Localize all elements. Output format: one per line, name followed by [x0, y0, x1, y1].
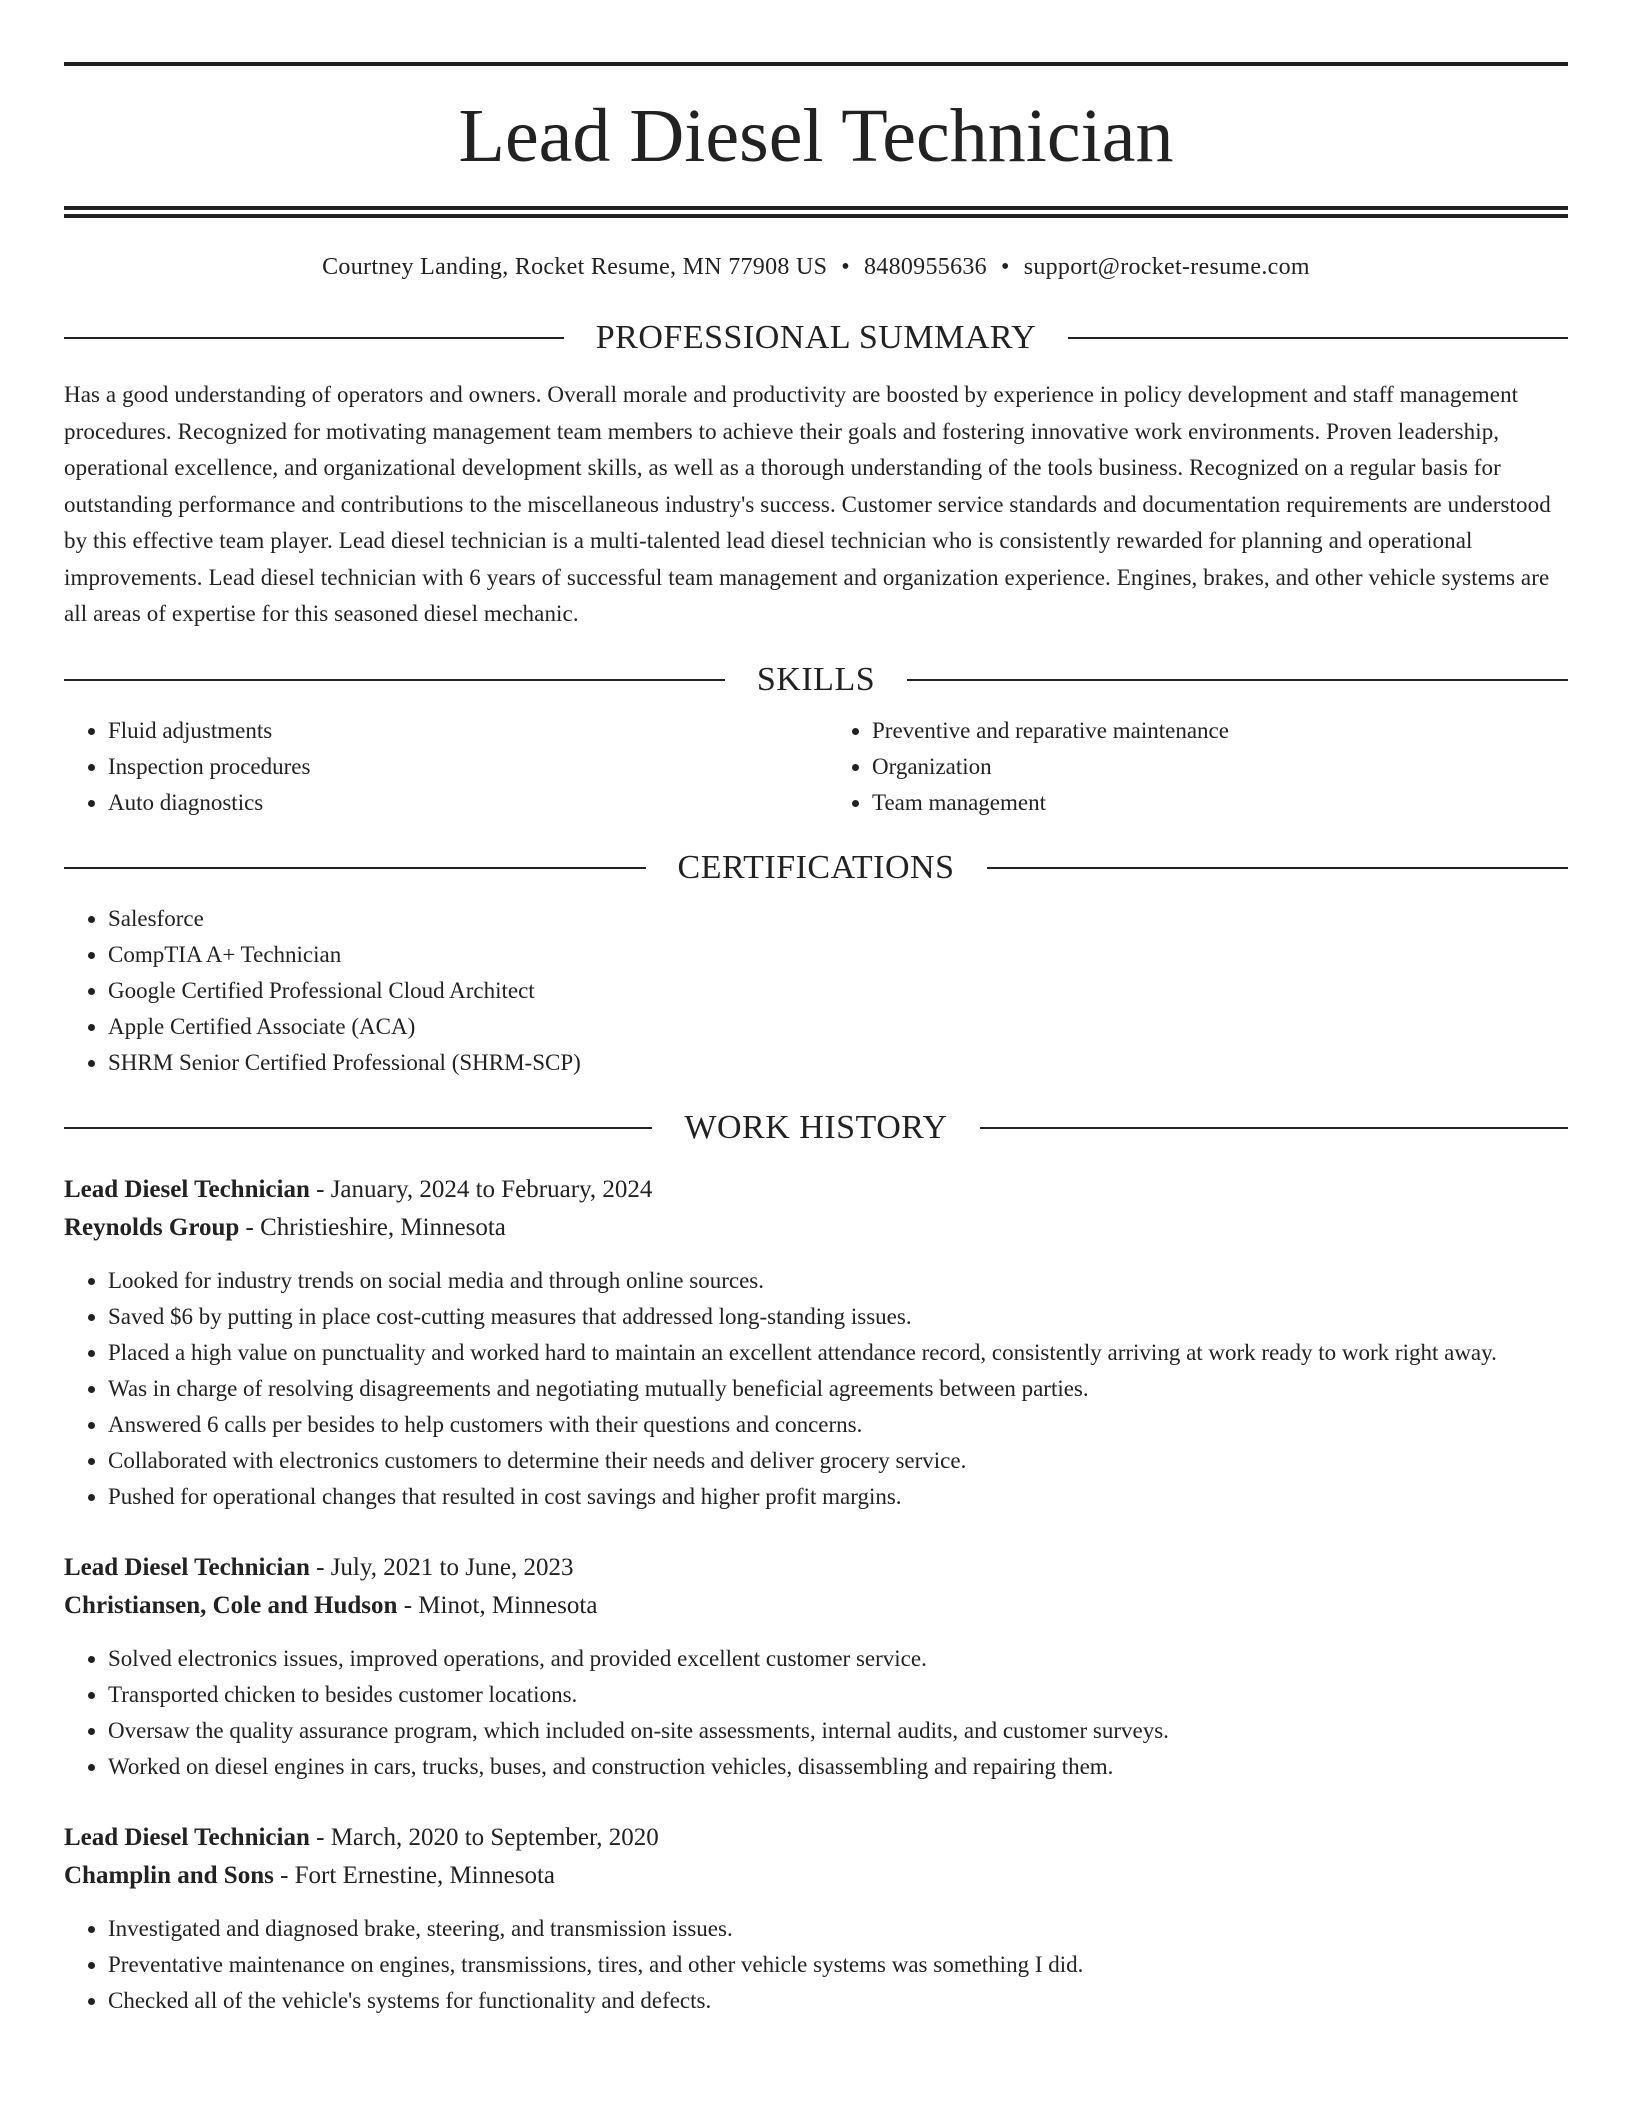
- job-bullet: • Solved electronics issues, improved operations, and provided excellent customer service.: [108, 1641, 1568, 1677]
- job-company: Christiansen, Cole and Hudson: [64, 1591, 398, 1619]
- section-rule-left: [64, 867, 646, 869]
- summary-text: Has a good understanding of operators and owners. Overall morale and productivity are boosted by experience in policy development and staff management procedures. Recognized for motivating management team members to achieve their goals and fostering innovative work environments. Proven leadership, operational excellence, and organizational development skills, as well as a thorough understanding of the tools business. Recognized on a regular basis for outstanding performance and contributions to the miscellaneous industry's success. Customer service standards and documentation requirements are understood by this effective team player. Lead diesel technician is a multi-talented lead diesel technician who is consistently rewarded for planning and operational improvements. Lead diesel technician with 6 years of successful team management and organization experience. Engines, brakes, and other vehicle systems are all areas of expertise for this seasoned diesel mechanic.: [64, 382, 1551, 626]
- section-title: WORK HISTORY: [684, 1108, 948, 1146]
- skill-item: • Fluid adjustments: [108, 713, 816, 749]
- job-company-line: [64, 1587, 1568, 1625]
- section-rule-left: [64, 1127, 652, 1129]
- skills-column-right: [816, 713, 1568, 821]
- job-bullet: • Worked on diesel engines in cars, trucks, buses, and construction vehicles, disassembling and repairing them.: [108, 1749, 1568, 1785]
- contact-separator: •: [841, 254, 850, 280]
- job-bullet: • Investigated and diagnosed brake, steering, and transmission issues.: [108, 1911, 1568, 1947]
- job-title-line: [64, 1171, 1568, 1209]
- job-bullet: • Saved $6 by putting in place cost-cutting measures that addressed long-standing issues.: [108, 1299, 1568, 1335]
- job-title-line: [64, 1819, 1568, 1857]
- skill-item: • Team management: [872, 785, 1568, 821]
- job-company: Reynolds Group: [64, 1213, 240, 1241]
- job-bullet: • Was in charge of resolving disagreements and negotiating mutually beneficial agreements between parties.: [108, 1371, 1568, 1407]
- job-title: Lead Diesel Technician: [64, 1823, 310, 1851]
- header-double-rule: [64, 206, 1568, 218]
- section-rule-right: [907, 679, 1568, 681]
- skill-item: • Organization: [872, 749, 1568, 785]
- contact-address: Courtney Landing, Rocket Resume, MN 77908 US: [322, 254, 828, 280]
- header-top-rule: [64, 62, 1568, 66]
- skills-list: [64, 713, 1568, 821]
- job-location: - Fort Ernestine, Minnesota: [273, 1861, 556, 1889]
- certification-item: • Apple Certified Associate (ACA): [108, 1009, 1568, 1045]
- section-title: CERTIFICATIONS: [677, 848, 955, 886]
- job-bullet: • Preventative maintenance on engines, transmissions, tires, and other vehicle systems was something I did.: [108, 1947, 1568, 1983]
- section-rule-right: [980, 1127, 1568, 1129]
- job-company-line: [64, 1857, 1568, 1895]
- job-entry: [64, 1171, 1568, 1515]
- skill-item: • Inspection procedures: [108, 749, 816, 785]
- job-entry: [64, 1819, 1568, 2019]
- job-title: Lead Diesel Technician: [64, 1175, 310, 1203]
- job-dates: - January, 2024 to February, 2024: [309, 1175, 653, 1203]
- section-rule-right: [1068, 337, 1568, 339]
- job-bullet: • Looked for industry trends on social media and through online sources.: [108, 1263, 1568, 1299]
- resume-name: Lead Diesel Technician: [458, 94, 1174, 178]
- job-location: - Christieshire, Minnesota: [239, 1213, 506, 1241]
- section-title: SKILLS: [756, 660, 876, 698]
- job-title: Lead Diesel Technician: [64, 1553, 310, 1581]
- skill-item: • Preventive and reparative maintenance: [872, 713, 1568, 749]
- resume-page: [64, 62, 1568, 2019]
- skills-column-left: [64, 713, 816, 821]
- certification-item: • Google Certified Professional Cloud Architect: [108, 973, 1568, 1009]
- certification-item: • CompTIA A+ Technician: [108, 937, 1568, 973]
- job-bullet: • Pushed for operational changes that resulted in cost savings and higher profit margins.: [108, 1479, 1568, 1515]
- job-entry: [64, 1549, 1568, 1785]
- job-bullet: • Answered 6 calls per besides to help customers with their questions and concerns.: [108, 1407, 1568, 1443]
- contact-line: [64, 254, 1568, 281]
- job-bullet: • Transported chicken to besides customer locations.: [108, 1677, 1568, 1713]
- section-header-certifications: [64, 848, 1568, 886]
- job-bullet: • Checked all of the vehicle's systems for functionality and defects.: [108, 1983, 1568, 2019]
- job-dates: - March, 2020 to September, 2020: [309, 1823, 659, 1851]
- job-location: - Minot, Minnesota: [397, 1591, 598, 1619]
- job-bullets: [64, 1911, 1568, 2019]
- section-header-summary: [64, 321, 1568, 355]
- contact-phone: 8480955636: [863, 254, 987, 280]
- section-rule-left: [64, 679, 725, 681]
- job-company: Champlin and Sons: [64, 1861, 274, 1889]
- contact-separator: •: [1000, 254, 1010, 280]
- section-rule-left: [64, 337, 564, 339]
- section-header-work-history: [64, 1108, 1568, 1146]
- job-company-line: [64, 1209, 1568, 1247]
- certifications-list: [64, 901, 1568, 1081]
- job-bullet: • Placed a high value on punctuality and worked hard to maintain an excellent attendance record, consistently arriving at work ready to work right away.: [108, 1335, 1568, 1371]
- section-title: PROFESSIONAL SUMMARY: [595, 319, 1037, 356]
- certification-item: • Salesforce: [108, 901, 1568, 937]
- certification-item: • SHRM Senior Certified Professional (SHRM-SCP): [108, 1045, 1568, 1081]
- job-bullets: [64, 1641, 1568, 1785]
- job-dates: - July, 2021 to June, 2023: [309, 1553, 574, 1581]
- job-bullet: • Oversaw the quality assurance program, which included on-site assessments, internal audits, and customer surveys.: [108, 1713, 1568, 1749]
- skill-item: • Auto diagnostics: [108, 785, 816, 821]
- job-bullets: [64, 1263, 1568, 1515]
- job-title-line: [64, 1549, 1568, 1587]
- section-rule-right: [987, 867, 1569, 869]
- contact-email: support@rocket-resume.com: [1023, 254, 1310, 280]
- job-bullet: • Collaborated with electronics customers to determine their needs and deliver grocery service.: [108, 1443, 1568, 1479]
- section-header-skills: [64, 660, 1568, 698]
